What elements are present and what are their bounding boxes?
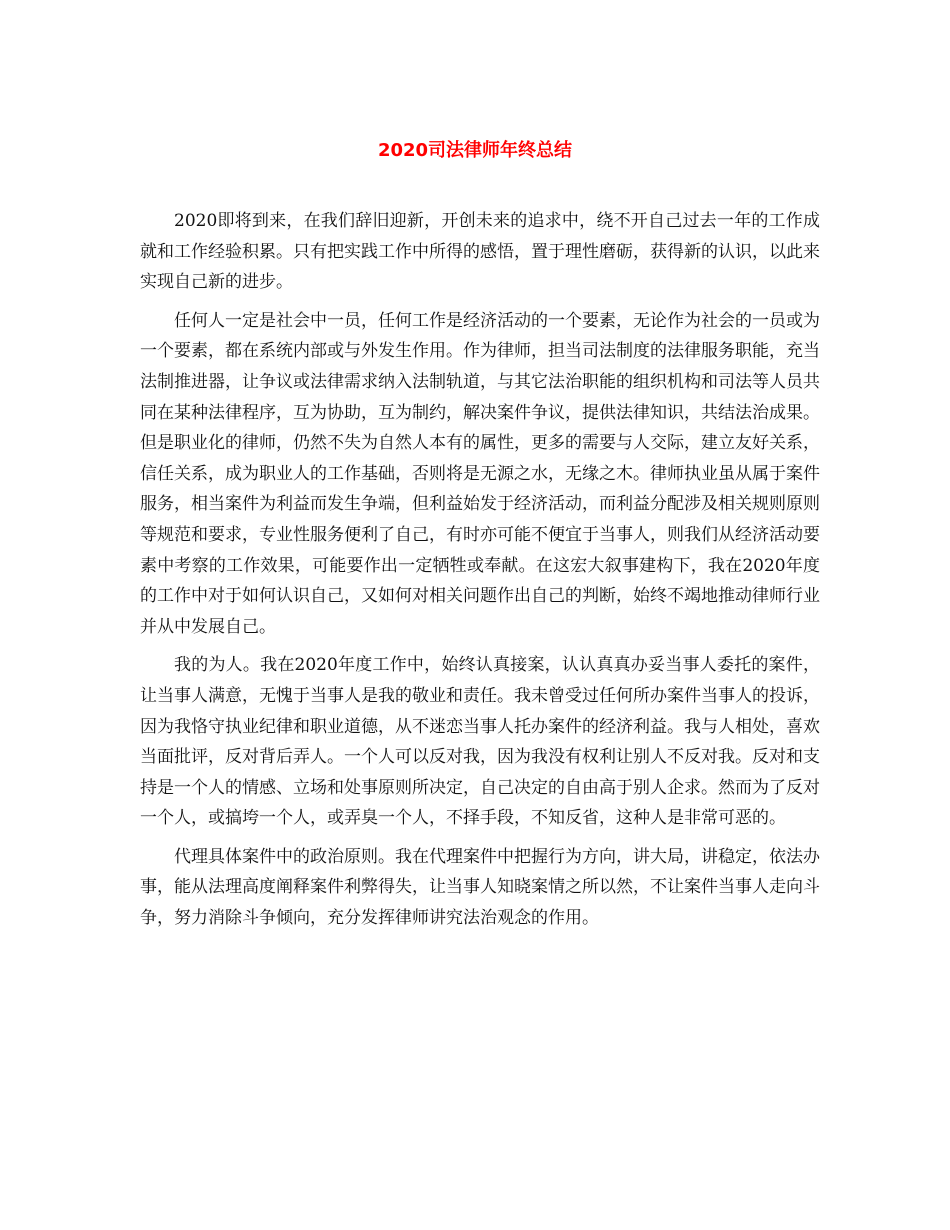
document-title: 2020司法律师年终总结 — [377, 140, 573, 161]
paragraph-4: 代理具体案件中的政治原则。我在代理案件中把握行为方向，讲大局，讲稳定，依法办事，能从法理高度阐释案件利弊得失，让当事人知晓案情之所以然，不让案件当事人走向斗争，努力消除斗争倾向，充分发挥律师讲究法治观念的作用。 — [140, 846, 820, 929]
paragraph-2: 任何人一定是社会中一员，任何工作是经济活动的一个要素，无论作为社会的一员或为一个要素，都在系统内部或与外发生作用。作为律师，担当司法制度的法律服务职能，充当法制推进器，让争议或法律需求纳入法制轨道，与其它法治职能的组织机构和司法等人员共同在某种法律程序，互为协助，互为制约，解决案件争议，提供法律知识，共结法治成果。但是职业化的律师，仍然不失为自然人本有的属性，更多的需要与人交际，建立友好关系，信任关系，成为职业人的工作基础，否则将是无源之水，无缘之木。律师执业虽从属于案件服务，相当案件为利益而发生争端，但利益始发于经济活动，而利益分配涉及相关规则原则等规范和要求，专业性服务便利了自己，有时亦可能不便宜于当事人，则我们从经济活动要素中考察的工作效果，可能要作出一定牺牲或奉献。在这宏大叙事建构下，我在2020年度的工作中对于如何认识自己，又如何对相关问题作出自己的判断，始终不竭地推动律师行业并从中发展自己。 — [140, 310, 820, 637]
document-body — [140, 206, 820, 942]
paragraph-3: 我的为人。我在2020年度工作中，始终认真接案，认认真真办妥当事人委托的案件，让当事人满意，无愧于当事人是我的敬业和责任。我未曾受过任何所办案件当事人的投诉，因为我恪守执业纪律和职业道德，从不迷恋当事人托办案件的经济利益。我与人相处，喜欢当面批评，反对背后弄人。一个人可以反对我，因为我没有权利让别人不反对我。反对和支持是一个人的情感、立场和处事原则所决定，自己决定的自由高于别人企求。然而为了反对一个人，或搞垮一个人，或弄臭一个人，不择手段，不知反省，这种人是非常可恶的。 — [140, 655, 820, 829]
paragraph-1: 2020即将到来，在我们辞旧迎新，开创未来的追求中，绕不开自己过去一年的工作成就和工作经验积累。只有把实践工作中所得的感悟，置于理性磨砺，获得新的认识，以此来实现自己新的进步。 — [140, 211, 820, 293]
